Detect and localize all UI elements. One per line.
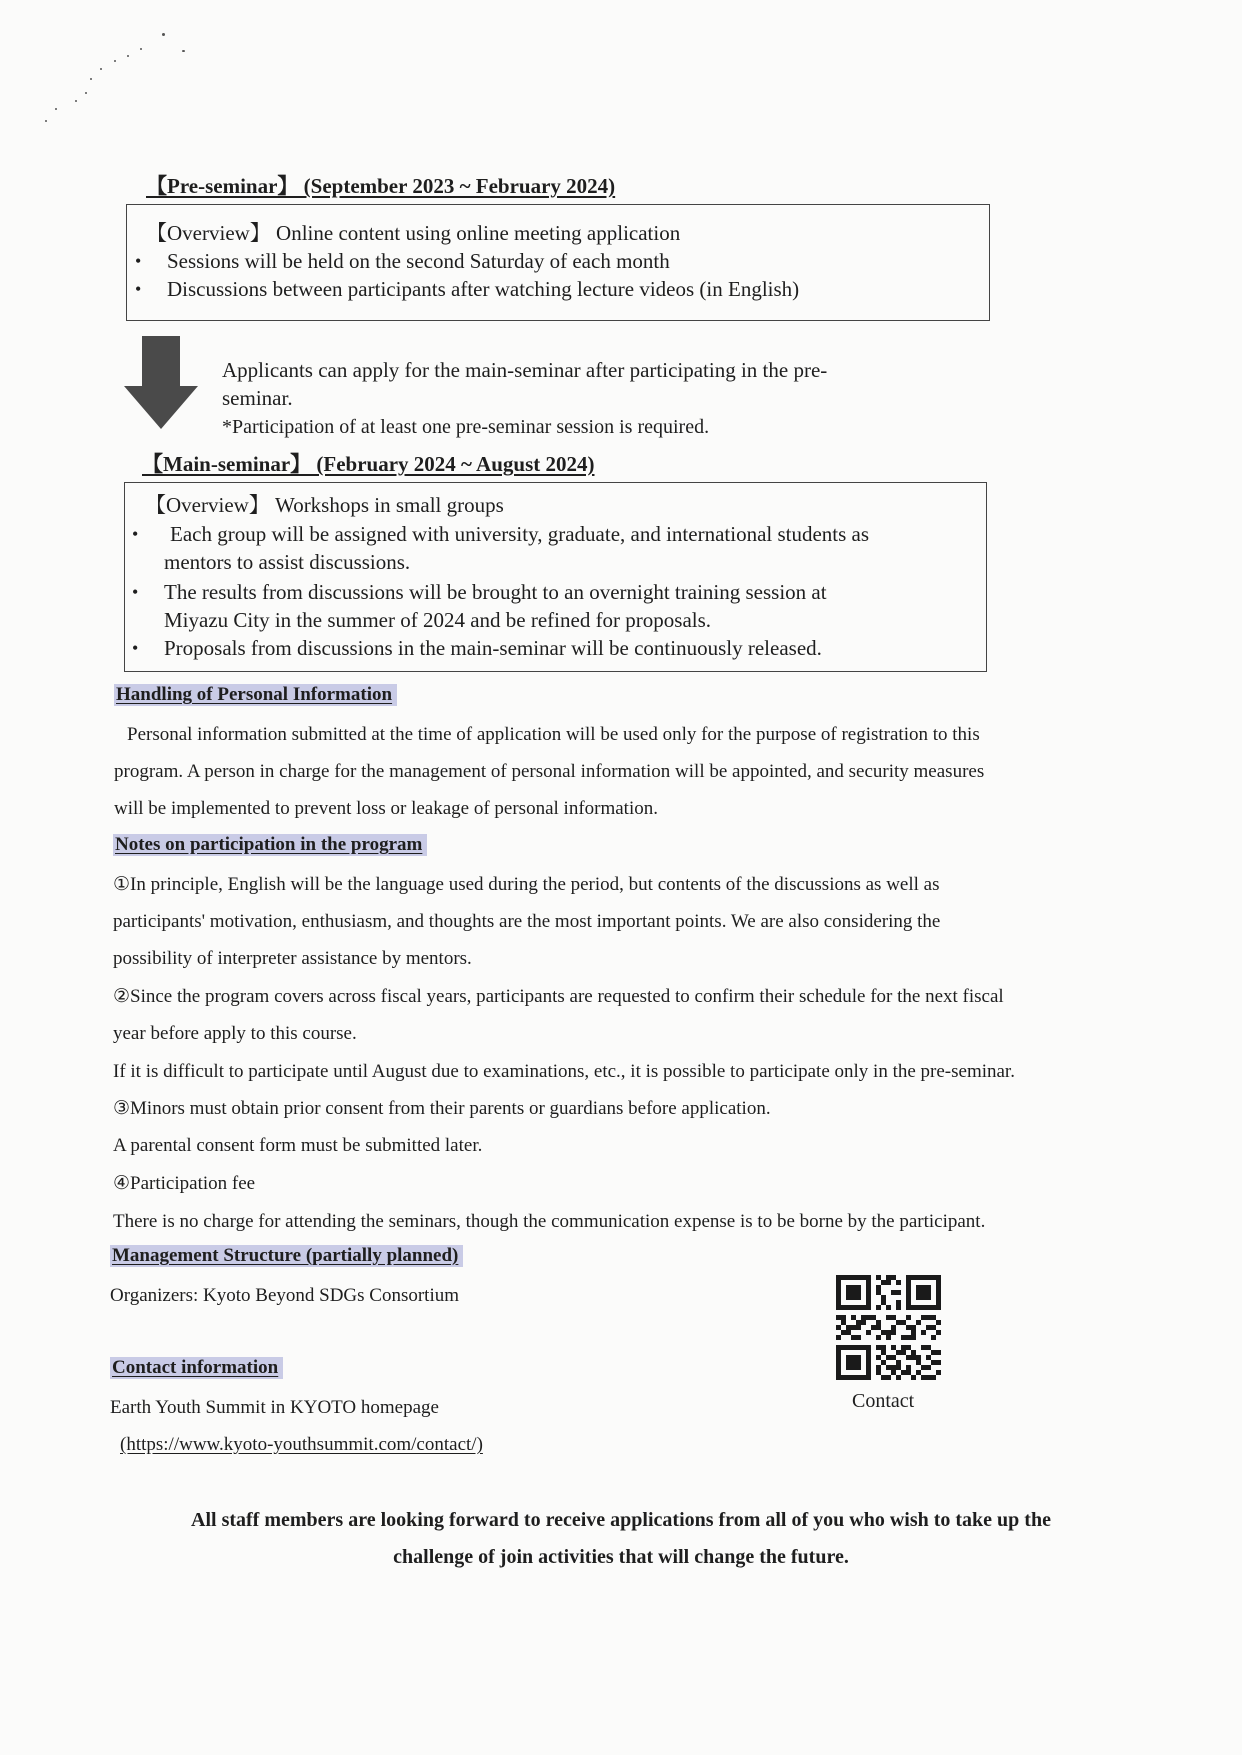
- bullet-icon: •: [135, 279, 142, 299]
- pre-seminar-bullet-1: Sessions will be held on the second Saturday of each month: [167, 249, 670, 273]
- main-seminar-overview: 【Overview】 Workshops in small groups: [145, 493, 504, 517]
- down-arrow-icon: [124, 336, 200, 430]
- transition-line-2: seminar.: [222, 386, 293, 410]
- pre-seminar-bullet-2: Discussions between participants after watching lecture videos (in English): [167, 277, 800, 301]
- main-seminar-bullet-1b: mentors to assist discussions.: [164, 550, 411, 574]
- notes-line-4: ②Since the program covers across fiscal years, participants are requested to confirm their schedule for the next fiscal: [113, 986, 1004, 1007]
- main-seminar-bullet-2a: The results from discussions will be brought to an overnight training session at: [164, 580, 827, 604]
- pre-seminar-overview: 【Overview】 Online content using online meeting application: [146, 221, 681, 245]
- contact-heading: Contact information: [110, 1357, 283, 1379]
- notes-line-10: There is no charge for attending the seminars, though the communication expense is to be borne by the participant.: [113, 1211, 986, 1232]
- main-seminar-bullet-1a: Each group will be assigned with university, graduate, and international students as: [170, 522, 870, 546]
- notes-line-7: ③Minors must obtain prior consent from their parents or guardians before application.: [113, 1098, 771, 1119]
- main-seminar-bullet-3: Proposals from discussions in the main-seminar will be continuously released.: [164, 636, 822, 660]
- qr-code-icon[interactable]: [836, 1275, 941, 1380]
- notes-line-2: participants' motivation, enthusiasm, and thoughts are the most important points. We are also considering the: [113, 911, 941, 932]
- main-seminar-heading: 【Main-seminar】 (February 2024 ~ August 2024): [142, 452, 595, 476]
- closing-line-2: challenge of join activities that will change the future.: [393, 1546, 849, 1568]
- notes-heading: Notes on participation in the program: [113, 834, 427, 856]
- main-seminar-bullet-2b: Miyazu City in the summer of 2024 and be refined for proposals.: [164, 608, 712, 632]
- notes-line-6: If it is difficult to participate until August due to examinations, etc., it is possible to participate only in the pre-seminar.: [113, 1061, 1015, 1082]
- personal-info-line-2: program. A person in charge for the management of personal information will be appointed, and security measures: [114, 761, 985, 782]
- pre-seminar-heading: 【Pre-seminar】 (September 2023 ~ February 2024): [146, 174, 616, 198]
- bullet-icon: •: [132, 582, 139, 602]
- notes-line-3: possibility of interpreter assistance by mentors.: [113, 948, 472, 969]
- personal-info-line-3: will be implemented to prevent loss or leakage of personal information.: [114, 798, 658, 819]
- bullet-icon: •: [132, 524, 139, 544]
- notes-line-5: year before apply to this course.: [113, 1023, 357, 1044]
- notes-line-9: ④Participation fee: [113, 1173, 256, 1194]
- qr-caption: Contact: [852, 1390, 915, 1412]
- personal-info-heading: Handling of Personal Information: [114, 684, 397, 706]
- bullet-icon: •: [135, 251, 142, 271]
- notes-line-8: A parental consent form must be submitted later.: [113, 1135, 483, 1156]
- transition-line-1: Applicants can apply for the main-seminar after participating in the pre-: [222, 358, 828, 382]
- organizers-text: Organizers: Kyoto Beyond SDGs Consortium: [110, 1285, 460, 1306]
- contact-url-link[interactable]: (https://www.kyoto-youthsummit.com/contact/): [120, 1434, 483, 1455]
- management-heading: Management Structure (partially planned): [110, 1245, 463, 1267]
- contact-homepage: Earth Youth Summit in KYOTO homepage: [110, 1397, 439, 1418]
- closing-line-1: All staff members are looking forward to receive applications from all of you who wish to take up the: [191, 1509, 1051, 1531]
- notes-line-1: ①In principle, English will be the language used during the period, but contents of the discussions as well as: [113, 874, 940, 895]
- transition-note: *Participation of at least one pre-seminar session is required.: [222, 416, 710, 438]
- bullet-icon: •: [132, 638, 139, 658]
- personal-info-line-1: Personal information submitted at the time of application will be used only for the purpose of registration to this: [127, 724, 980, 745]
